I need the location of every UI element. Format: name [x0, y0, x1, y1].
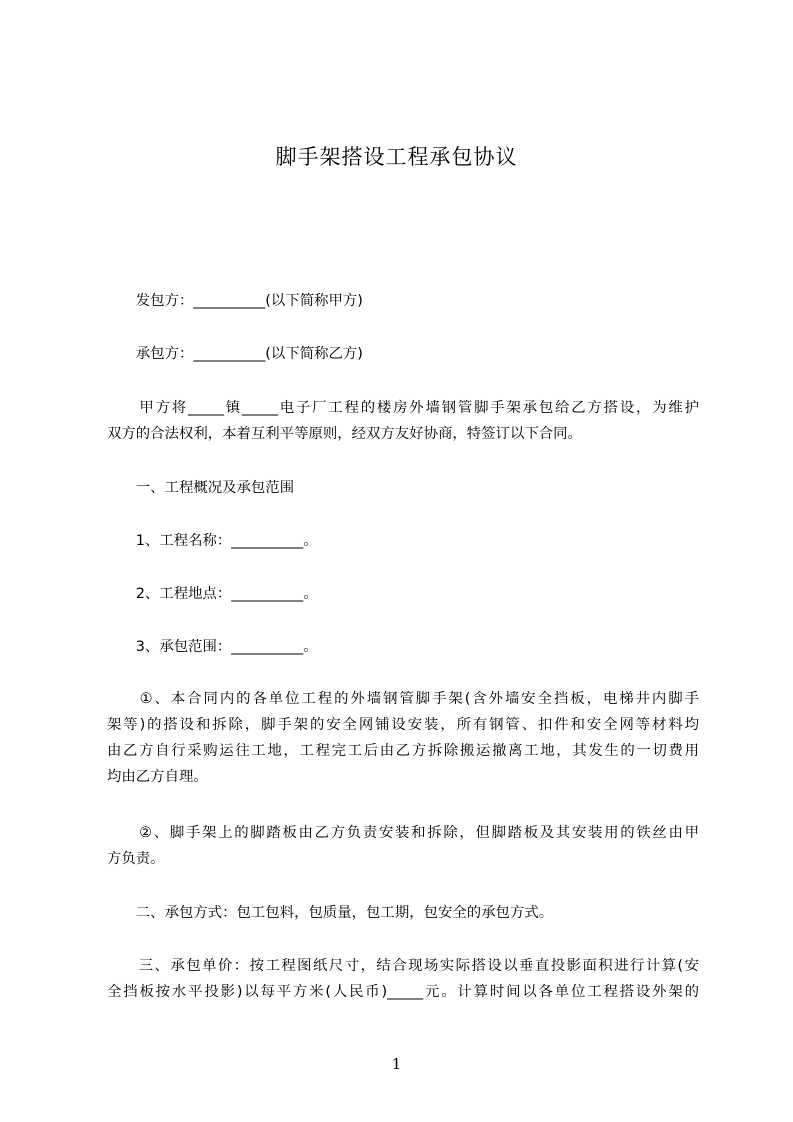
scope-a-line-1: ①、本合同内的各单位工程的外墙钢管脚手架(含外墙安全挡板，电梯井内脚手: [107, 691, 699, 707]
section-1-text: 一、工程概况及承包范围: [107, 480, 295, 496]
page-number: 1: [391, 1055, 402, 1073]
scope-b-line-1: ②、脚手架上的脚踏板由乙方负责安装和拆除，但脚踏板及其安装用的铁丝由甲: [107, 825, 699, 841]
section-3-paragraph: [107, 953, 699, 1005]
section-1-heading: [107, 475, 699, 501]
party-b-line: [107, 341, 699, 367]
section-2-text: 二、承包方式：包工包料，包质量，包工期，包安全的承包方式。: [107, 905, 554, 921]
document-title: 脚手架搭设工程承包协议: [275, 145, 518, 169]
section-3-line-2: 全挡板按水平投影)以每平方米(人民币)_____元。计算时间以各单位工程搭设外架的: [107, 984, 699, 1000]
item-3-text: 3、承包范围：__________。: [107, 639, 318, 655]
item-2-line: [107, 581, 699, 607]
item-3-line: [107, 634, 699, 660]
scope-b-paragraph: [107, 820, 699, 872]
party-a-text: 发包方：__________(以下简称甲方): [107, 293, 363, 309]
scope-b-line-2: 方负责。: [107, 851, 165, 867]
item-1-text: 1、工程名称：__________。: [107, 533, 318, 549]
scope-a-paragraph: [107, 686, 699, 790]
intro-paragraph: [107, 395, 699, 447]
intro-line-1: 甲方将_____镇_____电子厂工程的楼房外墙钢管脚手架承包给乙方搭设，为维护: [107, 400, 699, 416]
section-2-heading: [107, 900, 699, 926]
section-3-line-1: 三、承包单价：按工程图纸尺寸，结合现场实际搭设以垂直投影面积进行计算(安: [107, 958, 699, 974]
party-a-line: [107, 288, 699, 314]
item-2-text: 2、工程地点：__________。: [107, 586, 318, 602]
item-1-line: [107, 528, 699, 554]
scope-a-line-4: 均由乙方自理。: [107, 769, 208, 785]
scope-a-line-2: 架等)的搭设和拆除，脚手架的安全网铺设安装，所有钢管、扣件和安全网等材料均: [107, 717, 699, 733]
intro-line-2: 双方的合法权利，本着互利平等原则，经双方友好协商，特签订以下合同。: [107, 426, 582, 442]
scope-a-line-3: 由乙方自行采购运往工地，工程完工后由乙方拆除搬运撤离工地，其发生的一切费用: [107, 743, 699, 759]
party-b-text: 承包方：__________(以下简称乙方): [107, 346, 363, 362]
